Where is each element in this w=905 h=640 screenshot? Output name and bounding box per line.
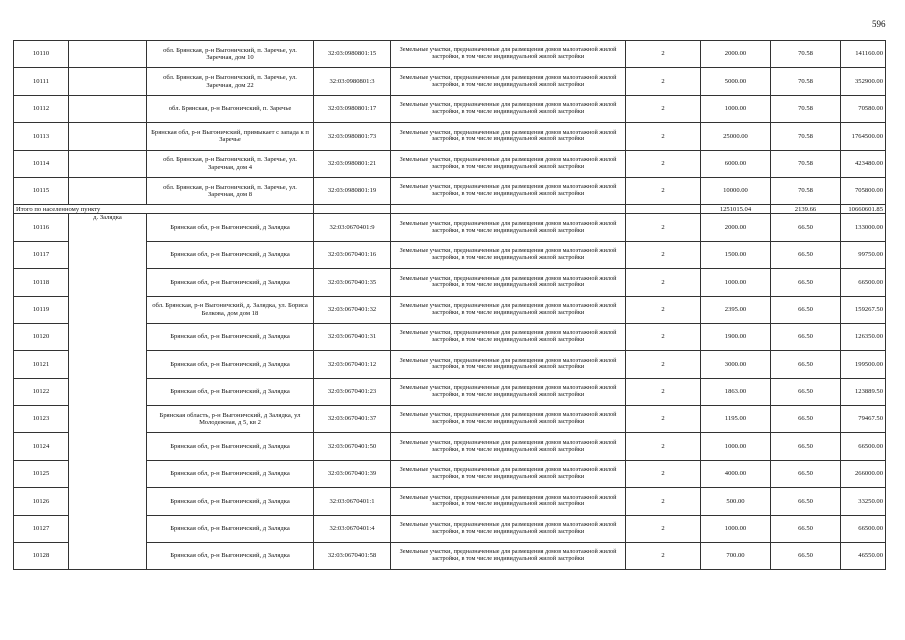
address-cell: Брянская обл, р-н Выгоничский, д Залядка bbox=[147, 378, 314, 405]
rate-cell: 66.50 bbox=[771, 488, 841, 515]
rate-cell: 66.50 bbox=[771, 214, 841, 241]
table-row bbox=[14, 177, 886, 204]
category-cell: 2 bbox=[626, 433, 701, 460]
address-cell: Брянская обл, р-н Выгоничский, д Залядка bbox=[147, 488, 314, 515]
land-use: Земельные участки, предназначенные для размещения домов малоэтажной жилой застройки, в том числе индивидуальной жилой застройки bbox=[391, 543, 626, 570]
table-row bbox=[14, 68, 886, 95]
address-cell: Брянская обл, р-н Выгоничский, д Залядка bbox=[147, 351, 314, 378]
land-use: Земельные участки, предназначенные для размещения домов малоэтажной жилой застройки, в том числе индивидуальной жилой застройки bbox=[391, 123, 626, 150]
summary-area: 1251015.04 bbox=[701, 205, 771, 214]
category-cell: 2 bbox=[626, 296, 701, 323]
land-use: Земельные участки, предназначенные для размещения домов малоэтажной жилой застройки, в том числе индивидуальной жилой застройки bbox=[391, 406, 626, 433]
area-cell: 2000.00 bbox=[701, 41, 771, 68]
cadastral-number: 32:03:0980801:19 bbox=[314, 177, 391, 204]
category-cell: 2 bbox=[626, 95, 701, 122]
area-cell: 4000.00 bbox=[701, 460, 771, 487]
area-cell: 25000.00 bbox=[701, 123, 771, 150]
row-number: 10120 bbox=[14, 323, 69, 350]
row-number: 10119 bbox=[14, 296, 69, 323]
category-cell: 2 bbox=[626, 150, 701, 177]
row-number: 10127 bbox=[14, 515, 69, 542]
row-number: 10128 bbox=[14, 543, 69, 570]
value-cell: 126350.00 bbox=[841, 323, 886, 350]
area-cell: 3000.00 bbox=[701, 351, 771, 378]
cadastral-number: 32:03:0670401:37 bbox=[314, 406, 391, 433]
rate-cell: 66.50 bbox=[771, 351, 841, 378]
table-body-a bbox=[14, 41, 886, 205]
row-number: 10115 bbox=[14, 177, 69, 204]
category-cell: 2 bbox=[626, 488, 701, 515]
land-use: Земельные участки, предназначенные для размещения домов малоэтажной жилой застройки, в том числе индивидуальной жилой застройки bbox=[391, 269, 626, 296]
value-cell: 266000.00 bbox=[841, 460, 886, 487]
value-cell: 70580.00 bbox=[841, 95, 886, 122]
cadastral-number: 32:03:0670401:58 bbox=[314, 543, 391, 570]
address-cell: Брянская область, р-н Выгоничский, д Залядка, ул Молодежная, д 5, кв 2 bbox=[147, 406, 314, 433]
row-number: 10123 bbox=[14, 406, 69, 433]
rate-cell: 66.50 bbox=[771, 323, 841, 350]
area-cell: 700.00 bbox=[701, 543, 771, 570]
address-cell: обл. Брянская, р-н Выгоничский, п. Заречье, ул. Заречная, дом 4 bbox=[147, 150, 314, 177]
rate-cell: 66.50 bbox=[771, 296, 841, 323]
area-cell: 1000.00 bbox=[701, 433, 771, 460]
address-cell: обл. Брянская, р-н Выгоничский, п. Заречье bbox=[147, 95, 314, 122]
rate-cell: 70.58 bbox=[771, 95, 841, 122]
rate-cell: 70.58 bbox=[771, 150, 841, 177]
cadastral-number: 32:03:0980801:21 bbox=[314, 150, 391, 177]
category-cell: 2 bbox=[626, 241, 701, 268]
land-use: Земельные участки, предназначенные для размещения домов малоэтажной жилой застройки, в том числе индивидуальной жилой застройки bbox=[391, 488, 626, 515]
cadastral-number: 32:03:0670401:1 bbox=[314, 488, 391, 515]
cadastral-number: 32:03:0670401:12 bbox=[314, 351, 391, 378]
value-cell: 352900.00 bbox=[841, 68, 886, 95]
category-cell: 2 bbox=[626, 41, 701, 68]
category-cell: 2 bbox=[626, 460, 701, 487]
category-cell: 2 bbox=[626, 543, 701, 570]
value-cell: 423480.00 bbox=[841, 150, 886, 177]
table-body-b bbox=[14, 214, 886, 570]
category-cell: 2 bbox=[626, 351, 701, 378]
value-cell: 99750.00 bbox=[841, 241, 886, 268]
category-cell: 2 bbox=[626, 269, 701, 296]
category-cell: 2 bbox=[626, 68, 701, 95]
cadastral-number: 32:03:0670401:50 bbox=[314, 433, 391, 460]
rate-cell: 66.50 bbox=[771, 241, 841, 268]
area-cell: 1000.00 bbox=[701, 95, 771, 122]
address-cell: Брянская обл, р-н Выгоничский, д Залядка bbox=[147, 323, 314, 350]
rate-cell: 66.50 bbox=[771, 543, 841, 570]
area-cell: 1900.00 bbox=[701, 323, 771, 350]
value-cell: 159267.50 bbox=[841, 296, 886, 323]
table-row bbox=[14, 41, 886, 68]
land-use: Земельные участки, предназначенные для размещения домов малоэтажной жилой застройки, в том числе индивидуальной жилой застройки bbox=[391, 460, 626, 487]
rate-cell: 70.58 bbox=[771, 41, 841, 68]
value-cell: 33250.00 bbox=[841, 488, 886, 515]
settlement-name: д. Залядка bbox=[69, 214, 147, 570]
address-cell: Брянская обл, р-н Выгоничский, д Залядка bbox=[147, 460, 314, 487]
rate-cell: 66.50 bbox=[771, 515, 841, 542]
cadastral-number: 32:03:0670401:9 bbox=[314, 214, 391, 241]
land-use: Земельные участки, предназначенные для размещения домов малоэтажной жилой застройки, в том числе индивидуальной жилой застройки bbox=[391, 515, 626, 542]
area-cell: 1863.00 bbox=[701, 378, 771, 405]
category-cell: 2 bbox=[626, 123, 701, 150]
land-use: Земельные участки, предназначенные для размещения домов малоэтажной жилой застройки, в том числе индивидуальной жилой застройки bbox=[391, 241, 626, 268]
empty-cell bbox=[69, 150, 147, 177]
address-cell: обл. Брянская, р-н Выгоничский, п. Заречье, ул. Заречная, дом 10 bbox=[147, 41, 314, 68]
row-number: 10114 bbox=[14, 150, 69, 177]
summary-section bbox=[14, 205, 886, 214]
value-cell: 141160.00 bbox=[841, 41, 886, 68]
rate-cell: 66.50 bbox=[771, 460, 841, 487]
area-cell: 500.00 bbox=[701, 488, 771, 515]
address-cell: Брянская обл, р-н Выгоничский, д Залядка bbox=[147, 269, 314, 296]
summary-label: Итого по населенному пункту bbox=[14, 205, 314, 214]
address-cell: обл. Брянская, р-н Выгоничский, п. Заречье, ул. Заречная, дом 8 bbox=[147, 177, 314, 204]
land-use: Земельные участки, предназначенные для размещения домов малоэтажной жилой застройки, в том числе индивидуальной жилой застройки bbox=[391, 150, 626, 177]
page-number: 596 bbox=[872, 19, 886, 29]
cadastral-number: 32:03:0980801:15 bbox=[314, 41, 391, 68]
area-cell: 10000.00 bbox=[701, 177, 771, 204]
category-cell: 2 bbox=[626, 323, 701, 350]
cadastral-number: 32:03:0670401:32 bbox=[314, 296, 391, 323]
category-cell: 2 bbox=[626, 177, 701, 204]
category-cell: 2 bbox=[626, 214, 701, 241]
summary-row bbox=[14, 205, 886, 214]
address-cell: Брянская обл, р-н Выгоничский, д Залядка bbox=[147, 214, 314, 241]
value-cell: 46550.00 bbox=[841, 543, 886, 570]
cadastral-number: 32:03:0980801:73 bbox=[314, 123, 391, 150]
rate-cell: 70.58 bbox=[771, 68, 841, 95]
cadastral-number: 32:03:0980801:3 bbox=[314, 68, 391, 95]
area-cell: 5000.00 bbox=[701, 68, 771, 95]
value-cell: 1764500.00 bbox=[841, 123, 886, 150]
rate-cell: 66.50 bbox=[771, 378, 841, 405]
empty-cell bbox=[69, 95, 147, 122]
area-cell: 1000.00 bbox=[701, 515, 771, 542]
land-use: Земельные участки, предназначенные для размещения домов малоэтажной жилой застройки, в том числе индивидуальной жилой застройки bbox=[391, 177, 626, 204]
land-use: Земельные участки, предназначенные для размещения домов малоэтажной жилой застройки, в том числе индивидуальной жилой застройки bbox=[391, 214, 626, 241]
rate-cell: 66.50 bbox=[771, 269, 841, 296]
address-cell: Брянская обл, р-н Выгоничский, д Залядка bbox=[147, 433, 314, 460]
rate-cell: 70.58 bbox=[771, 177, 841, 204]
address-cell: обл. Брянская, р-н Выгоничский, д. Залядка, ул. Бориса Белкова, дом дом 18 bbox=[147, 296, 314, 323]
row-number: 10121 bbox=[14, 351, 69, 378]
row-number: 10118 bbox=[14, 269, 69, 296]
category-cell: 2 bbox=[626, 515, 701, 542]
rate-cell: 70.58 bbox=[771, 123, 841, 150]
row-number: 10124 bbox=[14, 433, 69, 460]
cadastral-number: 32:03:0670401:39 bbox=[314, 460, 391, 487]
cadastral-number: 32:03:0670401:35 bbox=[314, 269, 391, 296]
row-number: 10122 bbox=[14, 378, 69, 405]
land-use: Земельные участки, предназначенные для размещения домов малоэтажной жилой застройки, в том числе индивидуальной жилой застройки bbox=[391, 95, 626, 122]
table-row bbox=[14, 150, 886, 177]
cadastral-number: 32:03:0980801:17 bbox=[314, 95, 391, 122]
area-cell: 2000.00 bbox=[701, 214, 771, 241]
row-number: 10111 bbox=[14, 68, 69, 95]
value-cell: 66500.00 bbox=[841, 433, 886, 460]
value-cell: 123889.50 bbox=[841, 378, 886, 405]
empty-cell bbox=[69, 123, 147, 150]
rate-cell: 66.50 bbox=[771, 406, 841, 433]
value-cell: 705800.00 bbox=[841, 177, 886, 204]
summary-rate: 2139.66 bbox=[771, 205, 841, 214]
row-number: 10126 bbox=[14, 488, 69, 515]
area-cell: 6000.00 bbox=[701, 150, 771, 177]
area-cell: 1195.00 bbox=[701, 406, 771, 433]
category-cell: 2 bbox=[626, 406, 701, 433]
land-use: Земельные участки, предназначенные для размещения домов малоэтажной жилой застройки, в том числе индивидуальной жилой застройки bbox=[391, 351, 626, 378]
row-number: 10112 bbox=[14, 95, 69, 122]
area-cell: 2395.00 bbox=[701, 296, 771, 323]
value-cell: 133000.00 bbox=[841, 214, 886, 241]
area-cell: 1500.00 bbox=[701, 241, 771, 268]
cadastral-number: 32:03:0670401:31 bbox=[314, 323, 391, 350]
value-cell: 199500.00 bbox=[841, 351, 886, 378]
empty-cell bbox=[69, 41, 147, 68]
value-cell: 79467.50 bbox=[841, 406, 886, 433]
row-number: 10117 bbox=[14, 241, 69, 268]
empty-cell bbox=[69, 68, 147, 95]
address-cell: Брянская обл, р-н Выгоничский, д Залядка bbox=[147, 543, 314, 570]
empty-cell bbox=[69, 177, 147, 204]
table-row bbox=[14, 214, 886, 241]
row-number: 10110 bbox=[14, 41, 69, 68]
address-cell: Брянская обл, р-н Выгоничский, д Залядка bbox=[147, 515, 314, 542]
summary-value: 10660601.85 bbox=[841, 205, 886, 214]
cadastral-number: 32:03:0670401:23 bbox=[314, 378, 391, 405]
category-cell: 2 bbox=[626, 378, 701, 405]
table-row bbox=[14, 95, 886, 122]
area-cell: 1000.00 bbox=[701, 269, 771, 296]
address-cell: Брянская обл, р-н Выгоничский, примыкает с запада к п Заречье bbox=[147, 123, 314, 150]
rate-cell: 66.50 bbox=[771, 433, 841, 460]
value-cell: 66500.00 bbox=[841, 269, 886, 296]
land-use: Земельные участки, предназначенные для размещения домов малоэтажной жилой застройки, в том числе индивидуальной жилой застройки bbox=[391, 68, 626, 95]
land-use: Земельные участки, предназначенные для размещения домов малоэтажной жилой застройки, в том числе индивидуальной жилой застройки bbox=[391, 296, 626, 323]
address-cell: Брянская обл, р-н Выгоничский, д Залядка bbox=[147, 241, 314, 268]
value-cell: 66500.00 bbox=[841, 515, 886, 542]
land-table bbox=[13, 40, 886, 570]
land-use: Земельные участки, предназначенные для размещения домов малоэтажной жилой застройки, в том числе индивидуальной жилой застройки bbox=[391, 323, 626, 350]
cadastral-number: 32:03:0670401:4 bbox=[314, 515, 391, 542]
land-use: Земельные участки, предназначенные для размещения домов малоэтажной жилой застройки, в том числе индивидуальной жилой застройки bbox=[391, 41, 626, 68]
cadastral-number: 32:03:0670401:16 bbox=[314, 241, 391, 268]
row-number: 10125 bbox=[14, 460, 69, 487]
land-use: Земельные участки, предназначенные для размещения домов малоэтажной жилой застройки, в том числе индивидуальной жилой застройки bbox=[391, 433, 626, 460]
table-row bbox=[14, 123, 886, 150]
row-number: 10116 bbox=[14, 214, 69, 241]
address-cell: обл. Брянская, р-н Выгоничский, п. Заречье, ул. Заречная, дом 22 bbox=[147, 68, 314, 95]
land-use: Земельные участки, предназначенные для размещения домов малоэтажной жилой застройки, в том числе индивидуальной жилой застройки bbox=[391, 378, 626, 405]
row-number: 10113 bbox=[14, 123, 69, 150]
